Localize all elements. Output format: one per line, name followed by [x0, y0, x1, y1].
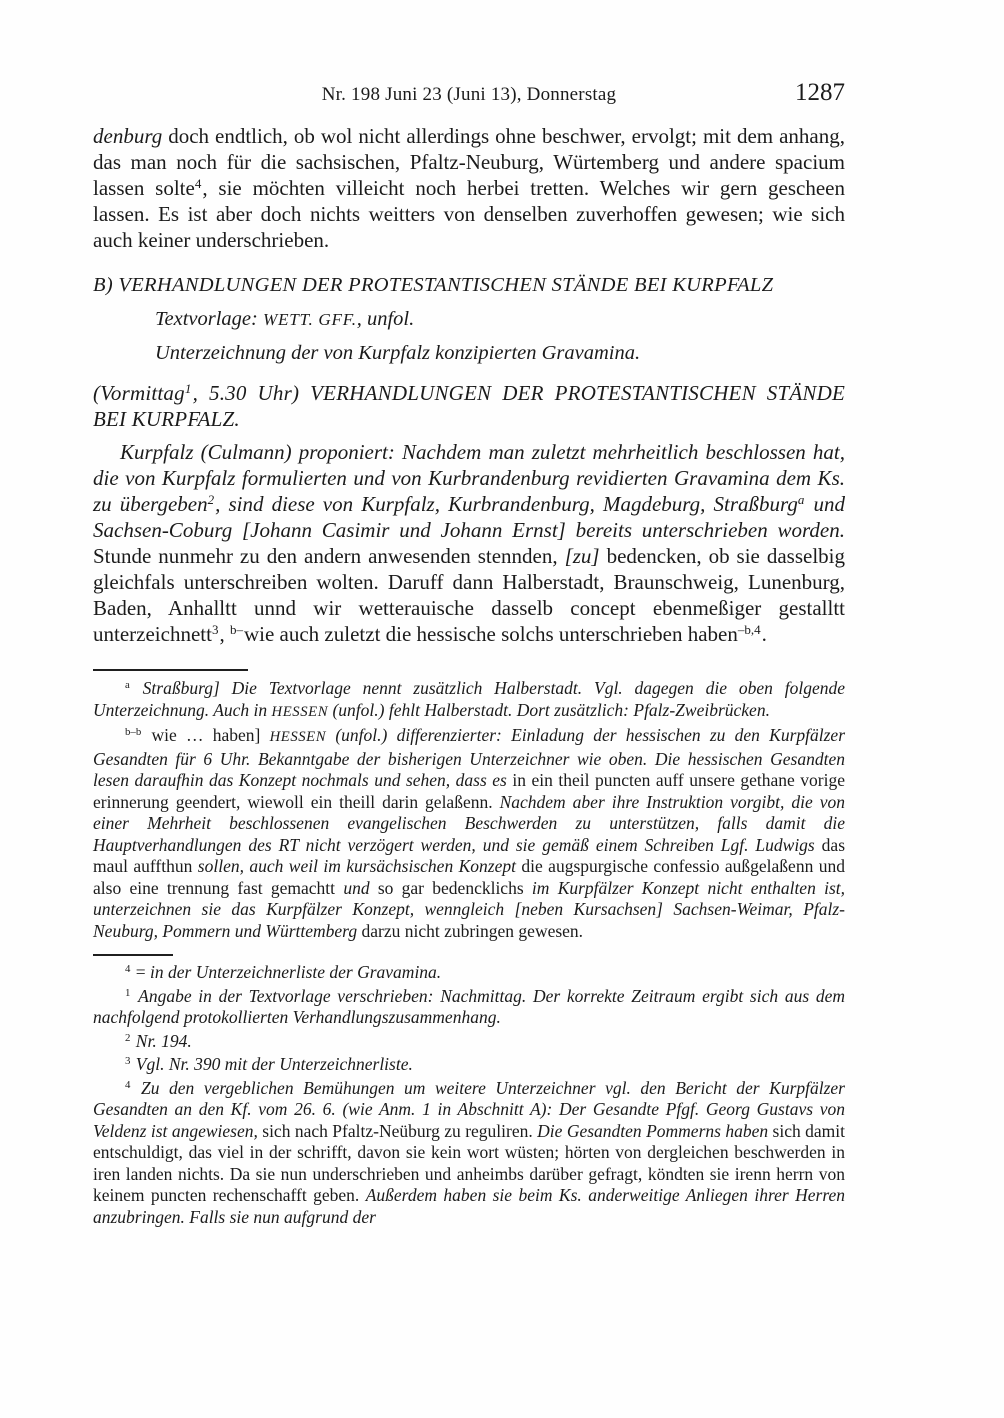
footnote-a: $^a$ Straßburg] Die Textvorlage nennt zusätzlich Halberstadt. Vgl. dagegen die oben folgende Unterzeichnung. Auch in HESSEN (unfol.) fehlt Halberstadt. Dort zusätzlich: Pfalz-Zweibrücken.: [93, 678, 845, 720]
numbered-footnotes: [93, 962, 845, 1228]
footnote-1: $^1$ Angabe in der Textvorlage verschrieben: Nachmittag. Der korrekte Zeitraum ergibt sich aus dem nachfolgend protokollierten Verhandlungszusammenhang.: [93, 985, 845, 1027]
numbered-footnote-rule: [93, 954, 173, 956]
apparatus-footnote-rule: [93, 669, 248, 671]
source-line: Textvorlage: WETT. GFF., unfol.: [155, 308, 415, 330]
footnote-4: $^4$ Zu den vergeblichen Bemühungen um weitere Unterzeichner vgl. den Bericht der Kurpfälzer Gesandten an den Kf. vom 26. 6. (wie Anm. 1 in Abschnitt A): Der Gesandte Pfgf. Georg Gustavs von Veldenz ist angewiesen, sich nach Pfaltz-Neüburg zu reguliren. Die Gesandten Pommerns haben sich damit entschuldigt, das viel in der schrifft, davon sie kein wort wüsten; hörten von dergleichen beschwerden in iren landen nichts. Da sie nun underschrieben und anheimbs darüber gefragt, köndten sie irenn herrn von keinem puncten rechenschafft geben. Außerdem haben sie beim Ks. anderweitige Anliegen ihrer Herren anzubringen. Falls sie nun aufgrund der: [93, 1077, 845, 1227]
text-block: [93, 0, 845, 1228]
running-title: Nr. 198 Juni 23 (Juni 13), Donnerstag: [321, 84, 617, 105]
apparatus-footnotes: [93, 678, 845, 942]
section-heading-b: B) VERHANDLUNGEN DER PROTESTANTISCHEN STÄNDE BEI KURPFALZ: [93, 274, 774, 296]
running-head: [93, 79, 845, 110]
protocol-paragraph: Kurpfalz (Culmann) proponiert: Nachdem man zuletzt mehrheitlich beschlossen hat, die von Kurpfalz formulierten und von Kurbrandenburg revidierten Gravamina dem Ks. zu übergeben$^2$, sind diese von Kurpfalz, Kurbrandenburg, Magdeburg, Straßburg$^a$ und Sachsen-Coburg [Johann Casimir und Johann Ernst] bereits unterschrieben worden. Stunde nunmehr zu den andern anwesenden stennden, [zu] bedencken, ob sie dasselbig gleichfals unterschreiben wolten. Daruff dann Halberstadt, Braunschweig, Lunenburg, Baden, Anhalltt unnd wir wetterauische dasselb concept ebenmeßiger gestalltt unterzeichnett$^3$, $^{b-}$wie auch zuletzt die hessische solchs unterschrieben haben$^{-b,4}$.: [93, 440, 846, 646]
paragraph-continuation: denburg doch endtlich, ob wol nicht allerdings ohne beschwer, ervolgt; mit dem anhang, das man noch für die sachsischen, Pfaltz-Neuburg, Würtemberg und andere spacium lassen solte$^4$, sie möchten villeicht noch herbei tretten. Welches wir gern gescheen lassen. Es ist aber doch nichts weitters von denselben zuverhoffen gewesen; wie sich auch keiner underschrieben.: [93, 124, 845, 252]
footnote-b: $^{b-b}$ wie … haben] HESSEN (unfol.) differenzierter: Einladung der hessischen zu den Kurpfälzer Gesandten für 6 Uhr. Bekanntgabe der bisherigen Unterzeichner wie oben. Die hessischen Gesandten lesen daraufhin das Konzept nochmals und sehen, dass es in ein theil puncten auff unsere gethane vorige erinnerung geendert, wiewoll ein theill darin gelaßenn. Nachdem aber ihre Instruktion vorgibt, die von einer Mehrheit beschlossenen evangelischen Beschwerden zu unterstützen, falls damit die Hauptverhandlungen des RT nicht verzögert werden, und sie gemäß einem Schreiben Lgf. Ludwigs das maul auffthun sollen, auch weil im kursächsischen Konzept die augspurgische confessio außgelaßenn und also eine trennung fast gemachtt und so gar bedencklichs im Kurpfälzer Konzept nicht enthalten ist, unterzeichnen sie das Kurpfälzer Konzept, wenngleich [neben Kursachsen] Sachsen-Weimar, Pfalz-Neuburg, Pommern und Württemberg darzu nicht zubringen gewesen.: [93, 725, 846, 941]
footnote-3: $^3$ Vgl. Nr. 390 mit der Unterzeichnerliste.: [125, 1054, 413, 1074]
session-heading: (Vormittag$^1$, 5.30 Uhr) VERHANDLUNGEN DER PROTESTANTISCHEN STÄNDE BEI KURPFALZ.: [93, 380, 845, 431]
page-number: 1287: [795, 79, 845, 106]
summary-line: Unterzeichnung der von Kurpfalz konzipierten Gravamina.: [155, 342, 641, 364]
footnote-2: $^2$ Nr. 194.: [125, 1030, 192, 1051]
footnote-4-carryover: $^4$ = in der Unterzeichnerliste der Gravamina.: [125, 962, 442, 982]
